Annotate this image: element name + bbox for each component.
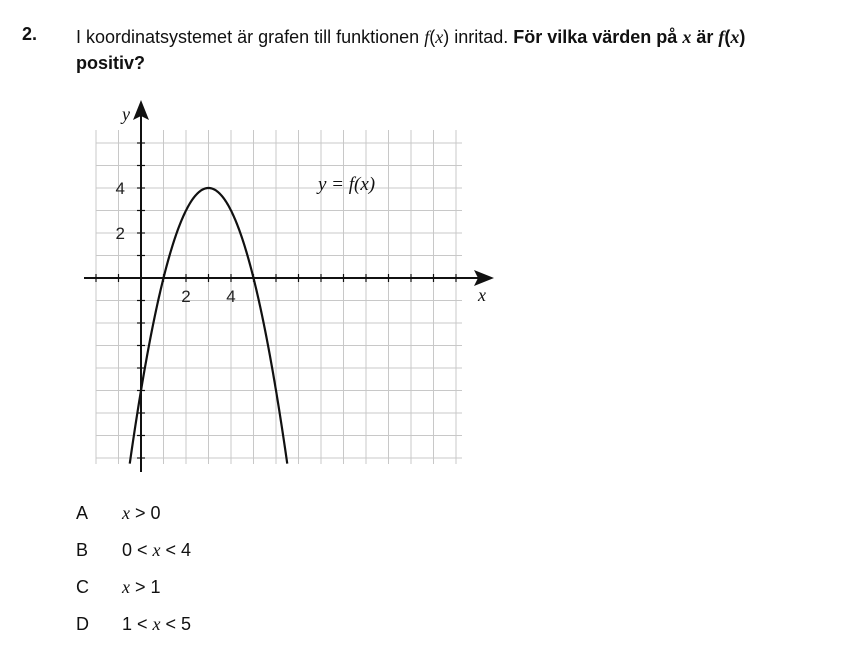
question-text-part: I koordinatsystemet är grafen till funktionen (76, 27, 425, 47)
x-axis-label: x (478, 285, 486, 305)
option-expression: 1 < x < 5 (122, 614, 192, 634)
question-bold-part: För vilka värden på x är f(x) (513, 27, 746, 47)
option-letter: B (76, 540, 89, 560)
question-bold-part-2: positiv? (76, 53, 146, 73)
question-text-part: inritad. (449, 27, 514, 47)
axes (84, 100, 494, 472)
option-letter: A (76, 503, 89, 523)
option-expression: x > 1 (122, 577, 161, 597)
question-number: 2. (22, 24, 38, 44)
option-expression: 0 < x < 4 (122, 540, 192, 560)
function-name: f (424, 27, 430, 47)
x-tick-label: 2 (181, 287, 191, 306)
x-tick-label: 4 (226, 287, 236, 306)
option-letter: D (76, 614, 89, 634)
y-tick-label: 4 (115, 179, 125, 198)
y-axis-label: y (122, 104, 130, 124)
axis-labels (116, 104, 486, 306)
function-variable: x (435, 27, 444, 47)
y-tick-label: 2 (115, 224, 125, 243)
option-expression: x > 0 (122, 503, 161, 523)
option-letter: C (76, 577, 89, 597)
curve-label: y = f(x) (318, 174, 376, 195)
question-text: I koordinatsystemet är grafen till funktionen f(x) inritad. För vilka värden på x är f(x) positiv? (76, 27, 746, 73)
